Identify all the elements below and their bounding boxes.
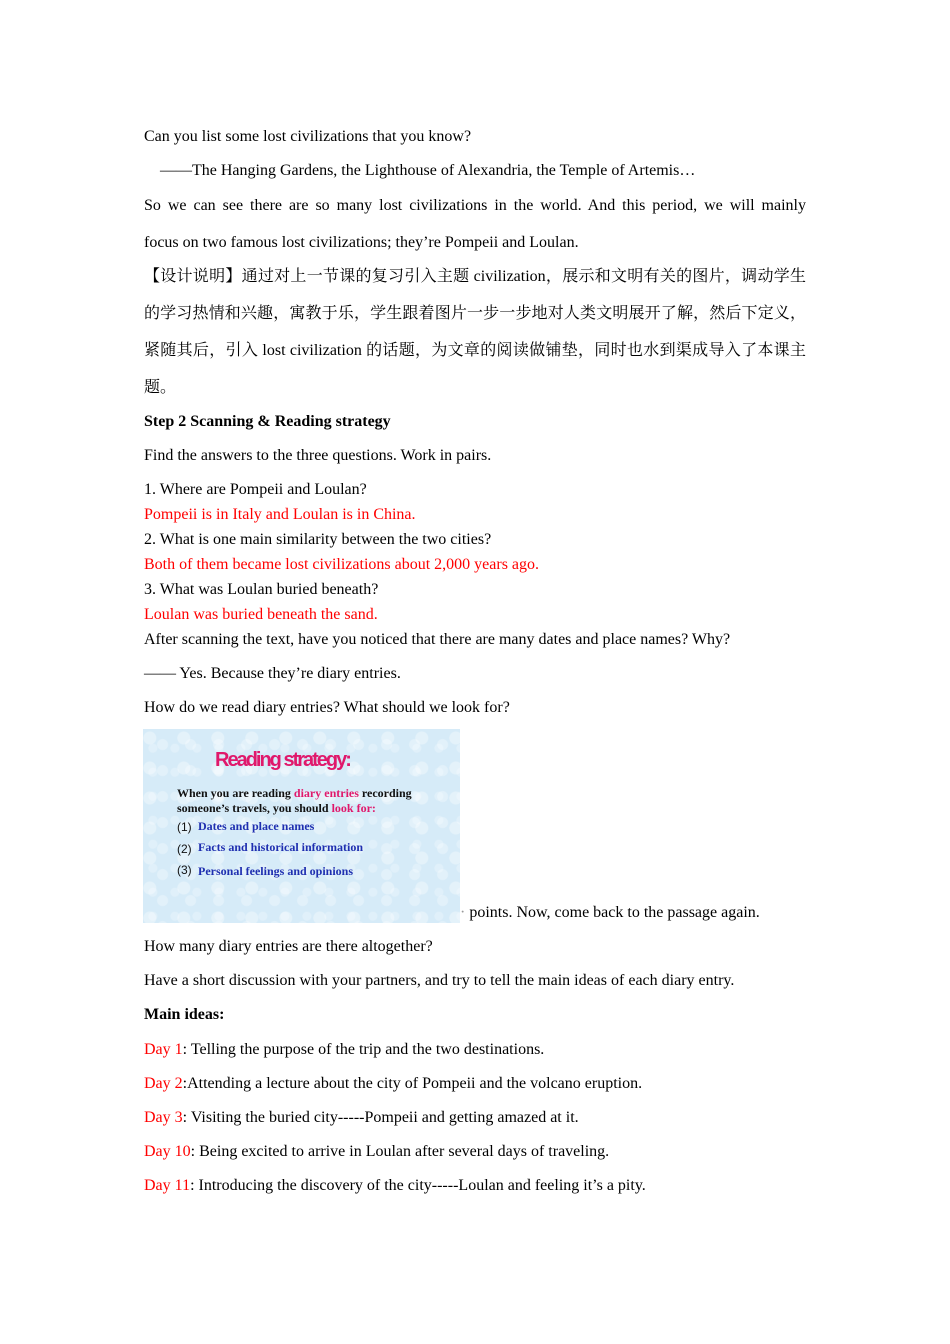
question-entry-count: How many diary entries are there altogether?: [144, 938, 433, 955]
strategy-intro-line-2: someone’s travels, you should look for:: [177, 801, 376, 815]
main-idea-day-3: Day 3: Visiting the buried city-----Pompeii and getting amazed at it.: [144, 1109, 579, 1126]
strategy-intro-line-1: When you are reading diary entries recording: [177, 786, 412, 800]
answer-lost-civilizations: ——The Hanging Gardens, the Lighthouse of Alexandria, the Temple of Artemis…: [160, 162, 696, 179]
design-note-line-3: 紧随其后，引入 lost civilization 的话题，为文章的阅读做铺垫，同时也水到渠成导入了本课主: [144, 342, 806, 359]
after-image-text: · points. Now, come back to the passage again.: [460, 904, 760, 921]
main-ideas-heading: Main ideas:: [144, 1006, 225, 1023]
question-dates: After scanning the text, have you noticed that there are many dates and place names? Why?: [144, 631, 731, 648]
question-reading: How do we read diary entries? What should we look for?: [144, 699, 510, 716]
strategy-item-2-number: (2): [177, 842, 192, 856]
strategy-item-2: Facts and historical information: [198, 840, 363, 854]
answer-dates: —— Yes. Because they’re diary entries.: [144, 665, 401, 682]
step2-heading: Step 2 Scanning & Reading strategy: [144, 413, 391, 430]
question-3: 3. What was Loulan buried beneath?: [144, 581, 379, 598]
design-note-line-4: 题。: [144, 379, 177, 396]
main-idea-day-10: Day 10: Being excited to arrive in Loulan after several days of traveling.: [144, 1143, 610, 1160]
strategy-item-3-number: (3): [177, 863, 192, 877]
main-idea-day-11: Day 11: Introducing the discovery of the city-----Loulan and feeling it’s a pity.: [144, 1177, 646, 1194]
main-idea-day-1: Day 1: Telling the purpose of the trip and the two destinations.: [144, 1041, 545, 1058]
answer-1: Pompeii is in Italy and Loulan is in China.: [144, 506, 416, 523]
question-2: 2. What is one main similarity between the two cities?: [144, 531, 492, 548]
reading-strategy-image: [143, 729, 460, 923]
paragraph-line-1: So we can see there are so many lost civilizations in the world. And this period, we will mainly: [144, 197, 806, 214]
answer-2: Both of them became lost civilizations about 2,000 years ago.: [144, 556, 540, 573]
design-note-line-1: 【设计说明】通过对上一节课的复习引入主题 civilization，展示和文明有关的图片，调动学生: [144, 268, 806, 285]
strategy-item-3: Personal feelings and opinions: [198, 864, 354, 878]
discussion-instruction: Have a short discussion with your partners, and try to tell the main ideas of each diary entry.: [144, 972, 735, 989]
design-note-line-2: 的学习热情和兴趣，寓教于乐，学生跟着图片一步一步地对人类文明展开了解，然后下定义，: [144, 305, 806, 322]
instruction-text: Find the answers to the three questions. Work in pairs.: [144, 447, 492, 464]
strategy-item-1: Dates and place names: [198, 819, 315, 833]
strategy-item-1-number: (1): [177, 820, 192, 834]
main-idea-day-2: Day 2:Attending a lecture about the city of Pompeii and the volcano eruption.: [144, 1075, 643, 1092]
question-1: 1. Where are Pompeii and Loulan?: [144, 481, 367, 498]
strategy-title: Reading strategy:: [215, 749, 350, 771]
paragraph-line-2: focus on two famous lost civilizations; they’re Pompeii and Loulan.: [144, 234, 579, 251]
question-lost-civilizations: Can you list some lost civilizations that you know?: [144, 128, 472, 145]
answer-3: Loulan was buried beneath the sand.: [144, 606, 378, 623]
